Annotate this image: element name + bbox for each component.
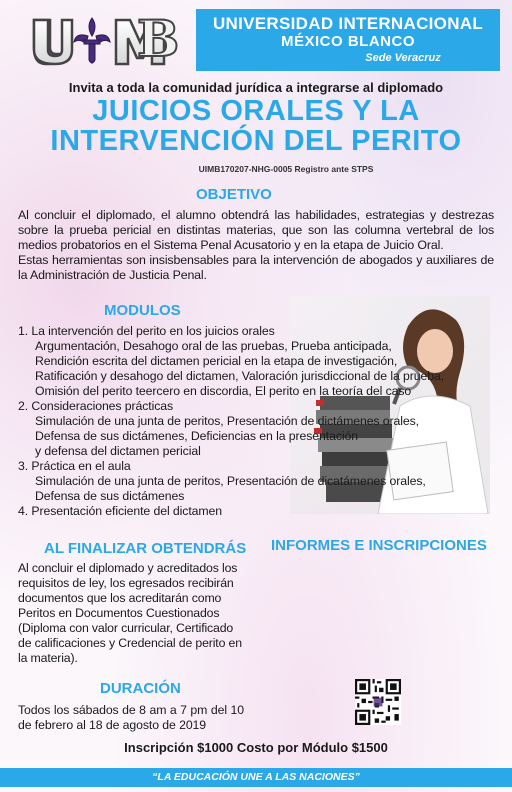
modulo-1-title: 1. La intervención del perito en los juicios orales (18, 324, 275, 338)
finalizar-heading: AL FINALIZAR OBTENDRÁS (44, 540, 247, 557)
informes-heading: INFORMES E INSCRIPCIONES (271, 537, 487, 554)
sede-label: Sede Veracruz (365, 52, 441, 64)
university-header (196, 9, 500, 71)
university-name-line2: MÉXICO BLANCO (281, 33, 415, 50)
finalizar-body: Al concluir el diplomado y acreditados los requisitos de ley, los egresados recibirán documentos que los acreditarán como Peritos en Documentos Cuestionados (Diploma con valor curricular, Certificado de calificaciones y Credencial de perito en la materia). (18, 561, 242, 665)
invite-text: Invita a toda la comunidad jurídica a integrarse al diplomado (68, 80, 444, 95)
duracion-heading: DURACIÓN (100, 680, 181, 697)
modulo-2 (18, 399, 448, 459)
modulo-1-line3: Ratificación y desahogo del dictamen, Valoración jurisdiccional de la prueba, (35, 369, 445, 383)
modulos-list (18, 324, 448, 519)
modulo-3-title: 3. Práctica en el aula (18, 459, 131, 473)
modulos-heading: MODULOS (104, 302, 181, 319)
modulo-3 (18, 459, 448, 504)
modulo-4-title: 4. Presentación eficiente del dictamen (18, 504, 223, 518)
modulo-1-line1: Argumentación, Desahogo oral de las pruebas, Prueba anticipada, (35, 339, 392, 353)
modulo-1-line2: Rendición escrita del dictamen pericial en la etapa de investigación, (35, 354, 398, 368)
qr-code-icon[interactable] (355, 679, 401, 725)
modulo-2-title: 2. Consideraciones prácticas (18, 399, 174, 413)
objetivo-body (18, 208, 494, 283)
university-name-line1: UNIVERSIDAD INTERNACIONAL (212, 14, 484, 33)
objetivo-paragraph2: Estas herramientas son insisbensables para la intervención de abogados y auxiliares de la Administración de Justicia Penal. (18, 253, 494, 282)
objetivo-paragraph1: Al concluir el diplomado, el alumno obtendrá las habilidades, estrategias y destrezas sobre la prueba pericial en distintas materias, que son las columna vertebral de los medios probatorios en el Sistema Penal Acusatorio y en la etapa de Juicio Oral. (18, 208, 494, 252)
modulo-3-line2: Defensa de sus dictámenes (35, 489, 185, 503)
modulo-2-line1: Simulación de una junta de peritos, Presentación de dictámenes orales, (35, 414, 420, 428)
objetivo-heading: OBJETIVO (196, 186, 272, 203)
footer-slogan: “LA EDUCACIÓN UNE A LAS NACIONES” (0, 768, 512, 787)
modulo-2-line2: Defensa de sus dictámenes, Deficiencias en la presentación (35, 429, 358, 443)
page-title (0, 96, 512, 156)
registro-stps: UIMB170207-NHG-0005 Registro ante STPS (198, 164, 374, 174)
modulo-2-line3: y defensa del dictamen pericial (35, 444, 201, 458)
modulo-3-line1: Simulación de una junta de peritos, Presentación de dicatámenes orales, (35, 474, 426, 488)
modulo-1-line4: Omisión del perito teercero en discordia, El perito en la teoría del caso (35, 384, 412, 398)
precio-text: Inscripción $1000 Costo por Módulo $1500 (124, 740, 388, 755)
modulo-1 (18, 324, 448, 399)
modulo-4 (18, 504, 448, 519)
logo-letter-b: B (137, 9, 180, 68)
title-line2: INTERVENCIÓN DEL PERITO (50, 125, 462, 157)
fleur-de-lis-icon (74, 18, 110, 63)
duracion-body: Todos los sábados de 8 am a 7 pm del 10 de febrero al 18 de agosto de 2019 (18, 703, 244, 732)
title-line1: JUICIOS ORALES Y LA (92, 95, 420, 127)
